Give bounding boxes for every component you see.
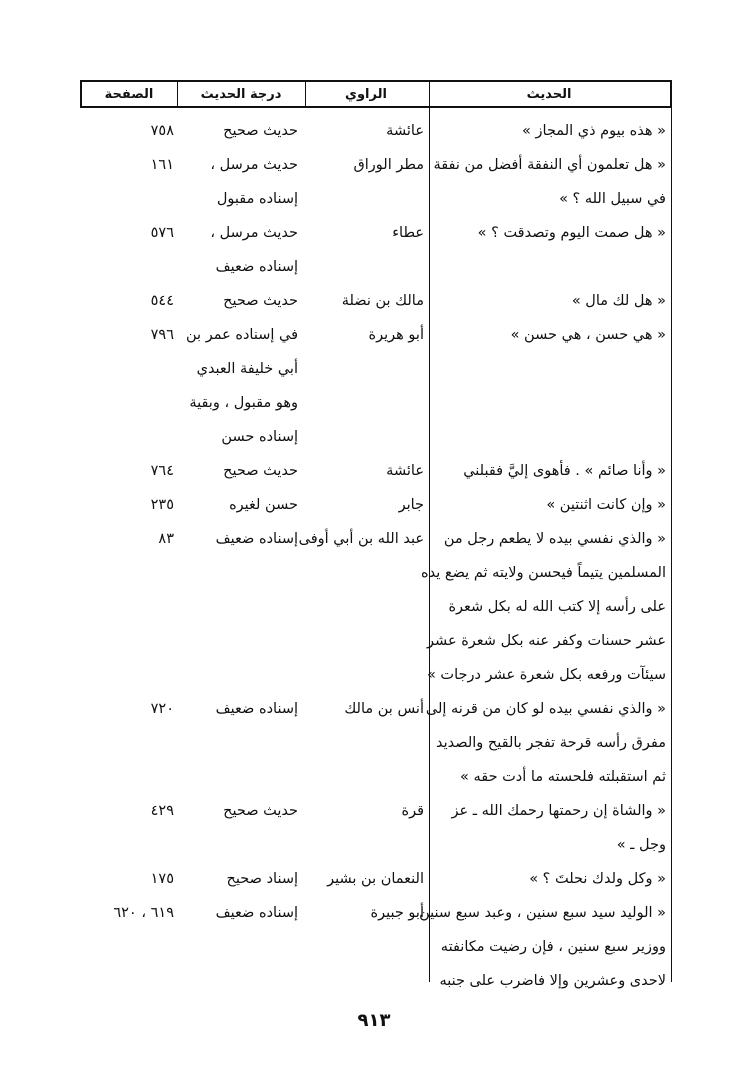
hadith-text-line: عشر حسنات وكفر عنه بكل شعرة عشر (427, 633, 666, 649)
hadith-text-line: « هذه بيوم ذي المجاز » (522, 123, 666, 139)
grade-cell-line: وهو مقبول ، وبقية (189, 395, 298, 411)
narrator-cell-line: أنس بن مالك (344, 701, 424, 717)
narrator-cell-line: جابر (398, 497, 424, 513)
hadith-text (424, 216, 666, 250)
hadith-text-line: « هل تعلمون أي النفقة أفضل من نفقة (433, 157, 666, 173)
grade-cell-line: أبي خليفة العبدي (196, 361, 298, 377)
page-ref-cell: ٧٥٨ (150, 123, 174, 139)
hadith-text (424, 488, 666, 522)
narrator-cell-line: النعمان بن بشير (327, 871, 424, 887)
header-narrator: الراوي (345, 87, 387, 102)
hadith-text (424, 318, 666, 352)
page-ref-cell: ٥٧٦ (150, 225, 174, 241)
grade-cell (178, 318, 298, 454)
table-row (80, 488, 672, 522)
grade-cell (178, 114, 298, 148)
grade-cell (178, 284, 298, 318)
grade-cell-line: حديث صحيح (223, 463, 298, 479)
hadith-text-line: ثم استقبلته فلحسته ما أدت حقه » (460, 769, 666, 785)
hadith-text (421, 522, 666, 692)
header-grade: درجة الحديث (200, 87, 282, 102)
grade-cell-line: إسناده ضعيف (215, 259, 298, 275)
grade-cell (178, 896, 298, 930)
page-ref-cell: ٤٢٩ (150, 803, 174, 819)
header-page: الصفحة (104, 87, 154, 102)
narrator-cell-line: عطاء (392, 225, 424, 241)
grade-cell-line: حديث صحيح (223, 803, 298, 819)
grade-cell-line: إسناده حسن (221, 429, 298, 445)
grade-cell (178, 148, 298, 216)
hadith-text-line: « هل لك مال » (571, 293, 666, 309)
narrator-cell (302, 488, 424, 522)
page-ref-cell: ٨٣ (158, 531, 174, 547)
hadith-text-line: « والذي نفسي بيده لا يطعم رجل من (443, 531, 666, 547)
narrator-cell (302, 896, 424, 930)
table-row (80, 216, 672, 284)
grade-cell (178, 488, 298, 522)
grade-cell (178, 692, 298, 726)
hadith-text-line: على رأسه إلا كتب الله له بكل شعرة (448, 599, 666, 615)
table-row (80, 896, 672, 998)
narrator-cell (302, 318, 424, 352)
narrator-cell-line: أبو هريرة (368, 327, 424, 343)
narrator-cell-line: أبو جبيرة (370, 905, 424, 921)
narrator-cell (302, 862, 424, 896)
grade-cell-line: حديث مرسل ، (210, 225, 298, 241)
hadith-text-line: لاحدى وعشرين وإلا فاضرب على جنبه (439, 973, 666, 989)
page-ref-cell: ٦١٩ ، ٦٢٠ (113, 905, 174, 921)
narrator-cell-line: مالك بن نضلة (341, 293, 424, 309)
hadith-text-line: « وأنا صائم » . فأهوى إليَّ فقبلني (463, 463, 666, 479)
grade-cell-line: حديث صحيح (223, 123, 298, 139)
table-row (80, 148, 672, 216)
grade-cell-line: إسناده مقبول (216, 191, 298, 207)
hadith-text-line: في سبيل الله ؟ » (559, 191, 666, 207)
hadith-index-table (80, 80, 672, 989)
hadith-text (424, 692, 666, 794)
narrator-cell (302, 216, 424, 250)
hadith-text-line: المسلمين يتيماً فيحسن ولايته ثم يضع يده (421, 565, 666, 581)
page-ref-cell: ٥٤٤ (150, 293, 174, 309)
hadith-text (424, 148, 666, 216)
grade-cell-line: حديث مرسل ، (210, 157, 298, 173)
table-row (80, 794, 672, 862)
hadith-text-line: « هي حسن ، هي حسن » (510, 327, 666, 343)
grade-cell-line: إسناد صحيح (226, 871, 298, 887)
grade-cell-line: حديث صحيح (223, 293, 298, 309)
grade-cell-line: إسناده ضعيف (215, 701, 298, 717)
column-divider (305, 80, 306, 108)
page-ref-cell: ٢٣٥ (150, 497, 174, 513)
table-row (80, 114, 672, 148)
table-row (80, 862, 672, 896)
page-ref-cell: ٧٩٦ (150, 327, 174, 343)
page-ref-cell: ١٧٥ (150, 871, 174, 887)
grade-cell-line: في إسناده عمر بن (186, 327, 298, 343)
hadith-text-line: « هل صمت اليوم وتصدقت ؟ » (477, 225, 666, 241)
grade-cell-line: حسن لغيره (229, 497, 298, 513)
narrator-cell-line: قرة (401, 803, 424, 819)
hadith-text-line: « الوليد سيد سبع سنين ، وعبد سبع سنين (419, 905, 666, 921)
hadith-text-line: سيئآت ورفعه بكل شعرة عشر درجات » (426, 667, 666, 683)
hadith-text (424, 454, 666, 488)
grade-cell (178, 794, 298, 828)
narrator-cell-line: مطر الوراق (353, 157, 424, 173)
narrator-cell (302, 454, 424, 488)
hadith-text-line: مفرق رأسه قرحة تفجر بالقيح والصديد (436, 735, 666, 751)
hadith-text-line: « وإن كانت اثنتين » (546, 497, 666, 513)
narrator-cell (302, 794, 424, 828)
narrator-cell-line: عائشة (386, 463, 424, 479)
narrator-cell-line: عائشة (386, 123, 424, 139)
header-hadith: الحديث (526, 87, 572, 102)
narrator-cell (298, 522, 424, 556)
hadith-text (424, 794, 666, 862)
table-row (80, 454, 672, 488)
grade-cell (178, 522, 298, 556)
page-number: ٩١٣ (357, 1010, 391, 1031)
narrator-cell (302, 284, 424, 318)
page-ref-cell: ٧٢٠ (150, 701, 174, 717)
table-header (80, 80, 672, 108)
narrator-cell (302, 692, 424, 726)
grade-cell (178, 454, 298, 488)
grade-cell-line: إسناده ضعيف (215, 531, 298, 547)
hadith-text-line: « والشاة إن رحمتها رحمك الله ـ عز (451, 803, 666, 819)
hadith-text (424, 284, 666, 318)
page-ref-cell: ١٦١ (150, 157, 174, 173)
hadith-text (424, 114, 666, 148)
page-ref-cell: ٧٦٤ (150, 463, 174, 479)
table-row (80, 284, 672, 318)
hadith-text-line: « والذي نفسي بيده لو كان من قرنه إلى (425, 701, 666, 717)
table-row (80, 692, 672, 794)
table-row (80, 318, 672, 454)
table-row (80, 522, 672, 692)
hadith-text-line: « وكل ولدك نحلتَ ؟ » (529, 871, 666, 887)
grade-cell (178, 862, 298, 896)
narrator-cell-line: عبد الله بن أبي أوفى (298, 531, 424, 547)
hadith-text-line: ووزير سبع سنين ، فإن رضيت مكانفته (440, 939, 666, 955)
grade-cell-line: إسناده ضعيف (215, 905, 298, 921)
hadith-text (424, 862, 666, 896)
column-divider (177, 80, 178, 108)
grade-cell (178, 216, 298, 284)
narrator-cell (302, 114, 424, 148)
narrator-cell (302, 148, 424, 182)
hadith-text (419, 896, 666, 998)
hadith-text-line: وجل ـ » (616, 837, 666, 853)
